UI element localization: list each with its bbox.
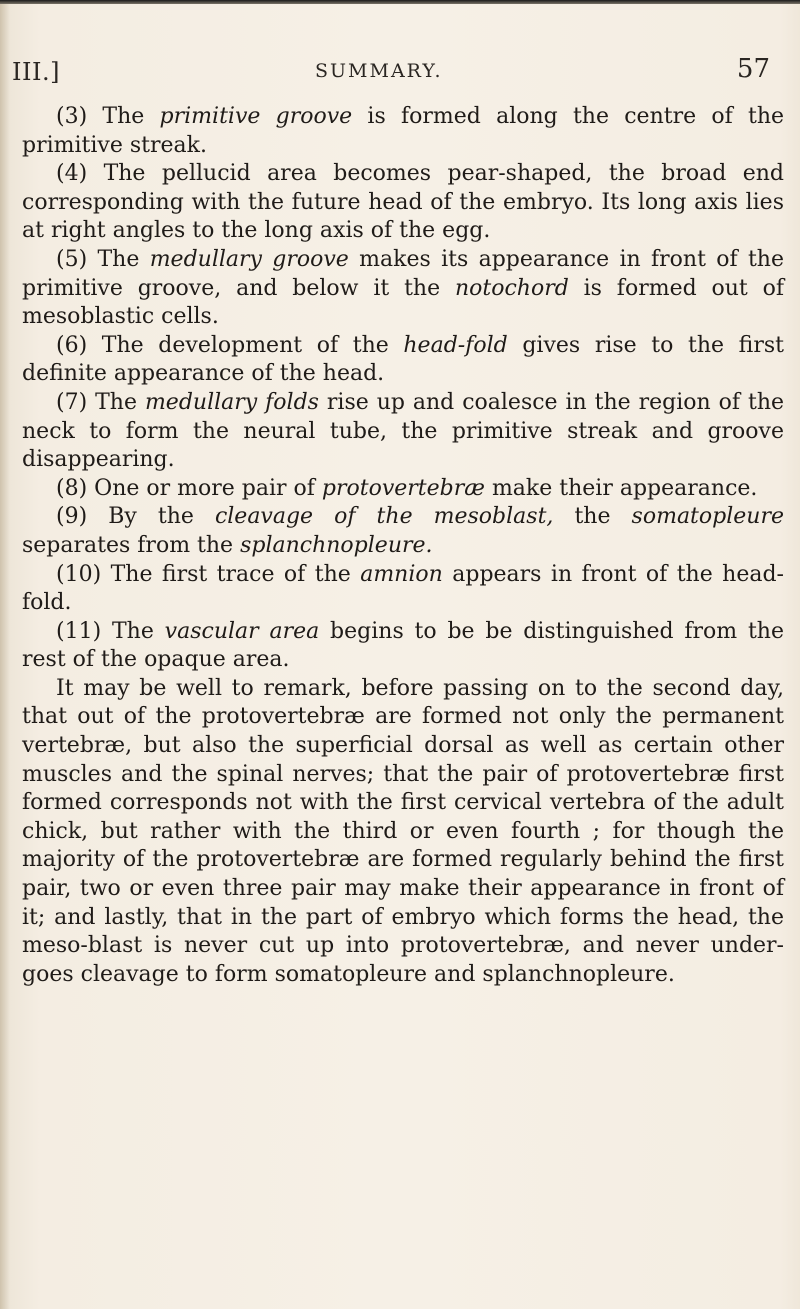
summary-item-11: (11) The vascular area begins to be be distinguished from the rest of the opaque area. xyxy=(22,618,784,673)
chapter-marker: III.] xyxy=(12,58,60,86)
body-text xyxy=(22,103,784,989)
summary-item-3: (3) The primitive groove is formed along the centre of the primitive streak. xyxy=(22,104,785,158)
closing-remark-paragraph: It may be well to remark, before passing on to the second day, that out of the protovertebræ are formed not only the permanent vertebræ, but also the superficial dorsal as well as certain other muscles and the spinal nerves; that the pair of protovertebræ first formed corresponds not with the first cervical vertebra of the adult chick, but rather with the third or even fourth ; for though the majority of the protovertebræ are formed regularly behind the first pair, two or even three pair may make their appearance in front of it; and lastly, that in the part of embryo which forms the head, the meso-blast is never cut up into protovertebræ, and never under-goes cleavage to form somatopleure and splanchnopleure. xyxy=(22,675,784,987)
summary-item-7: (7) The medullary folds rise up and coalesce in the region of the neck to form the neural tube, the primitive streak and groove disappearing. xyxy=(22,389,785,473)
page-edge-shadow xyxy=(0,0,10,1309)
summary-item-10: (10) The first trace of the amnion appears in front of the head-fold. xyxy=(22,561,784,616)
running-title: SUMMARY. xyxy=(315,60,443,82)
summary-item-5: (5) The medullary groove makes its appearance in front of the primitive groove, and below it the notochord is formed out of mesoblastic cells. xyxy=(22,246,785,330)
summary-item-8: (8) One or more pair of protovertebræ make their appearance. xyxy=(56,475,758,501)
summary-item-4: (4) The pellucid area becomes pear-shaped, the broad end corresponding with the future head of the embryo. Its long axis lies at right angles to the long axis of the egg. xyxy=(22,161,784,244)
summary-item-6: (6) The development of the head-fold gives rise to the first definite appearance of the head. xyxy=(22,332,784,387)
summary-item-9: (9) By the cleavage of the mesoblast, the somatopleure separates from the splanchnopleure. xyxy=(22,504,784,558)
page-header xyxy=(0,54,800,94)
top-edge-rule xyxy=(0,0,800,4)
page-number: 57 xyxy=(736,54,770,84)
